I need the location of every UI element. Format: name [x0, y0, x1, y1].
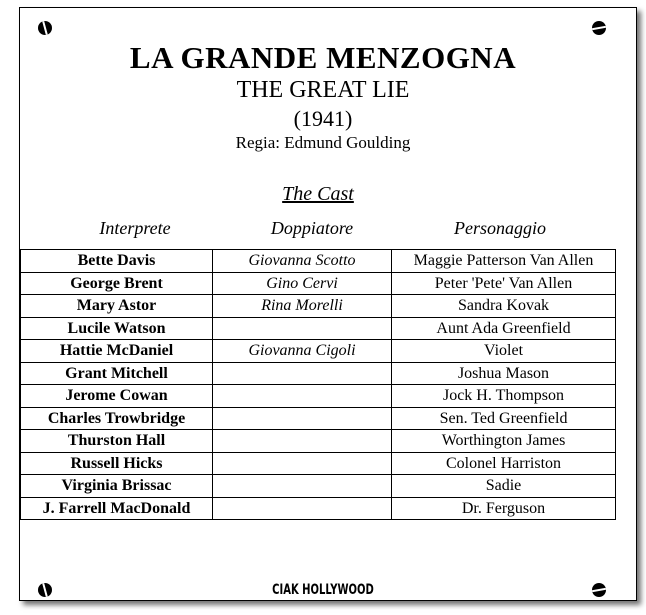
actor-cell: Grant Mitchell [21, 362, 213, 385]
table-row [21, 317, 616, 340]
dubber-cell [213, 430, 392, 453]
dubber-cell: Giovanna Cigoli [213, 340, 392, 363]
actor-cell: Hattie McDaniel [21, 340, 213, 363]
role-cell: Sandra Kovak [392, 295, 616, 318]
dubber-cell [213, 385, 392, 408]
actor-cell: Russell Hicks [21, 452, 213, 475]
column-header-role: Personaggio [454, 218, 546, 238]
role-cell: Colonel Harriston [392, 452, 616, 475]
table-row [21, 295, 616, 318]
actor-cell: Charles Trowbridge [21, 407, 213, 430]
cast-table [20, 249, 616, 520]
column-header-dubber: Doppiatore [270, 218, 354, 238]
role-cell: Jock H. Thompson [392, 385, 616, 408]
ciak-hollywood-logo: CIAK HOLLYWOOD [272, 582, 374, 599]
actor-cell: Thurston Hall [21, 430, 213, 453]
table-row [21, 385, 616, 408]
screw-icon-top-right [592, 21, 606, 35]
dubber-cell: Rina Morelli [213, 295, 392, 318]
dubber-cell [213, 475, 392, 498]
page-subtitle: THE GREAT LIE [236, 77, 410, 103]
role-cell: Worthington James [392, 430, 616, 453]
actor-cell: George Brent [21, 272, 213, 295]
table-row [21, 452, 616, 475]
role-cell: Dr. Ferguson [392, 497, 616, 520]
dubber-cell [213, 362, 392, 385]
table-row [21, 272, 616, 295]
role-cell: Joshua Mason [392, 362, 616, 385]
director-line: Regia: Edmund Goulding [235, 133, 411, 152]
table-row [21, 407, 616, 430]
table-row [21, 362, 616, 385]
dubber-cell [213, 407, 392, 430]
table-row [21, 340, 616, 363]
table-row [21, 497, 616, 520]
dubber-cell: Giovanna Scotto [213, 250, 392, 273]
actor-cell: Mary Astor [21, 295, 213, 318]
column-header-actor: Interprete [99, 218, 171, 238]
table-row [21, 250, 616, 273]
dubber-cell [213, 497, 392, 520]
role-cell: Maggie Patterson Van Allen [392, 250, 616, 273]
cast-heading: The Cast [282, 183, 354, 205]
dubber-cell: Gino Cervi [213, 272, 392, 295]
actor-cell: Jerome Cowan [21, 385, 213, 408]
role-cell: Sen. Ted Greenfield [392, 407, 616, 430]
role-cell: Violet [392, 340, 616, 363]
table-row [21, 475, 616, 498]
role-cell: Peter 'Pete' Van Allen [392, 272, 616, 295]
role-cell: Sadie [392, 475, 616, 498]
actor-cell: Lucile Watson [21, 317, 213, 340]
page-title: LA GRANDE MENZOGNA [129, 40, 517, 75]
dubber-cell [213, 317, 392, 340]
dubber-cell [213, 452, 392, 475]
role-cell: Aunt Ada Greenfield [392, 317, 616, 340]
actor-cell: J. Farrell MacDonald [21, 497, 213, 520]
release-year: (1941) [293, 106, 353, 131]
table-row [21, 430, 616, 453]
actor-cell: Bette Davis [21, 250, 213, 273]
screw-icon-top-left [38, 21, 52, 35]
actor-cell: Virginia Brissac [21, 475, 213, 498]
